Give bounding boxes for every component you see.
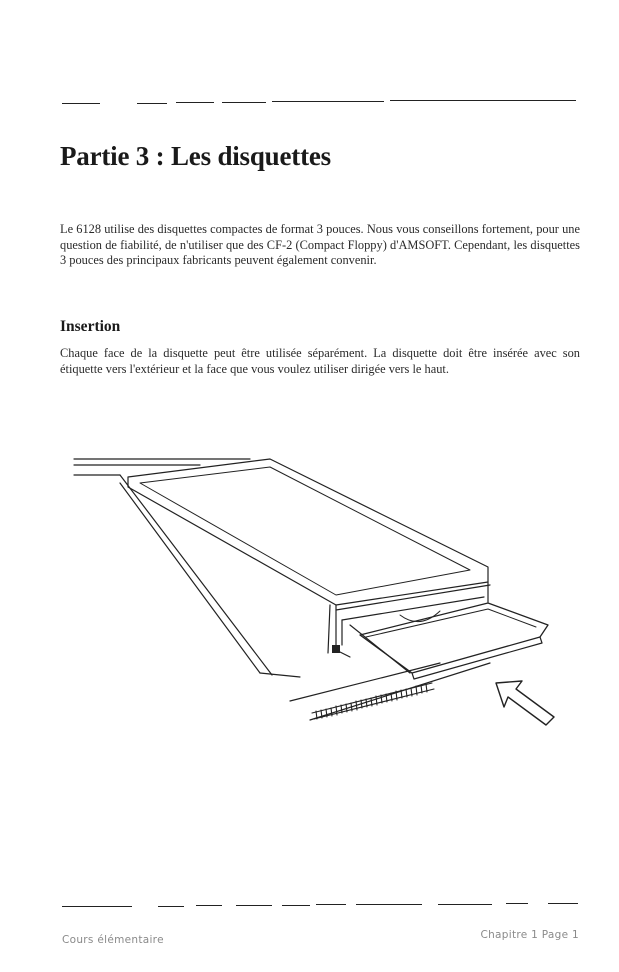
page-title: Partie 3 : Les disquettes (60, 141, 331, 171)
desk-surface (74, 459, 490, 720)
drive-front (332, 585, 490, 653)
disk-drive-illustration (60, 445, 575, 755)
section-heading: Insertion (60, 318, 121, 335)
section-paragraph: Chaque face de la disquette peut être utilisée séparément. La disquette doit être insérée avec son étiquette vers l'extérieur et la face que vous voulez utiliser dirigée vers le haut. (60, 346, 580, 376)
drive-casing (128, 459, 488, 657)
insert-arrow-icon (496, 681, 554, 725)
footer-left: Cours élémentaire (62, 934, 164, 946)
footer-page-ref: Chapitre 1 Page 1 (480, 929, 579, 941)
intro-paragraph: Le 6128 utilise des disquettes compactes de format 3 pouces. Nous vous conseillons fortement, pour une question de fiabilité, de n'utiliser que des CF-2 (Compact Floppy) d'AMSOFT. Cependant, les disquettes 3 pouces des principaux fabricants peuvent également convenir. (60, 222, 580, 268)
